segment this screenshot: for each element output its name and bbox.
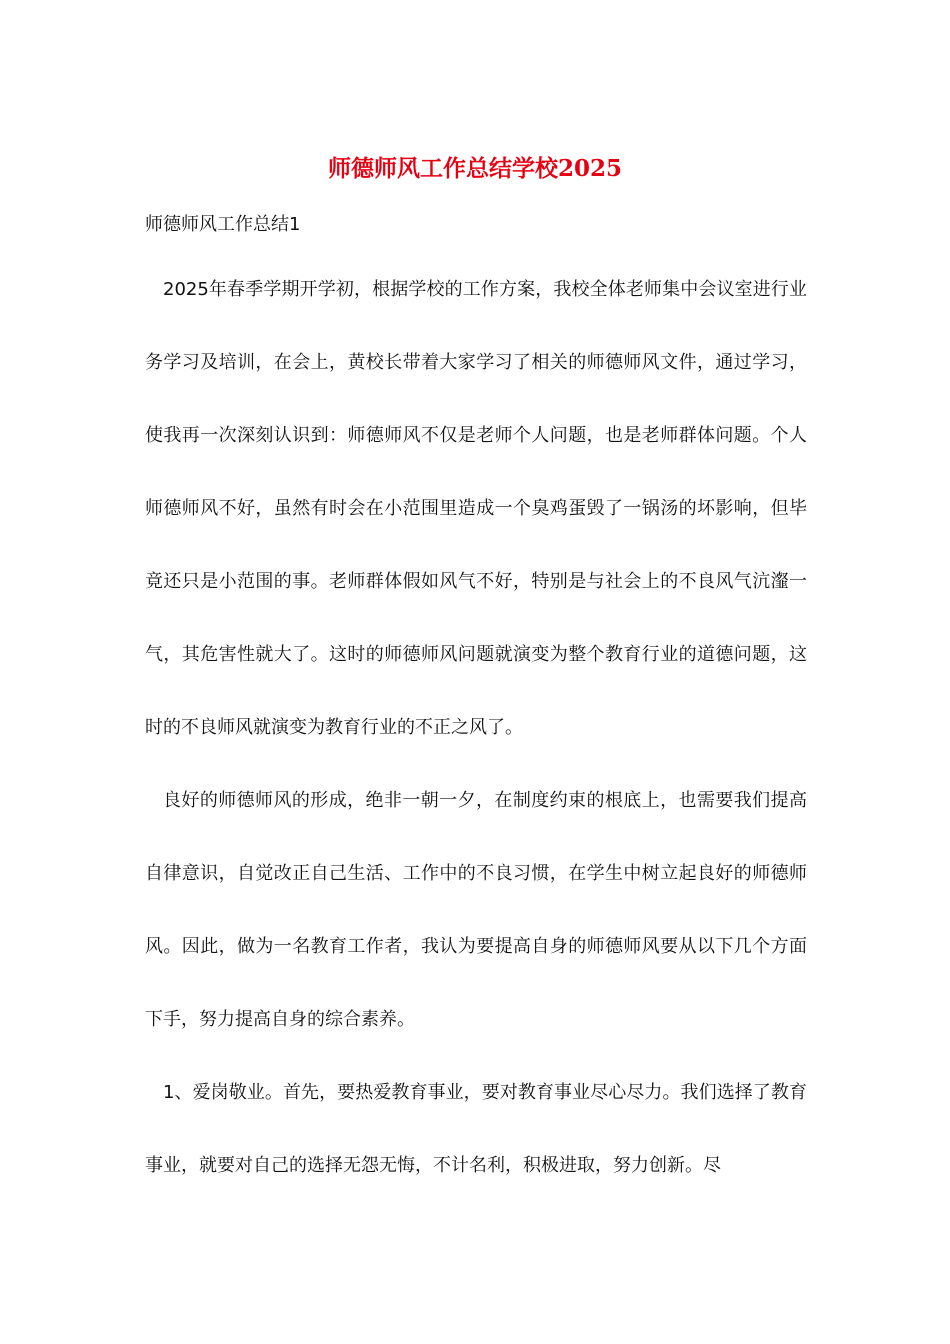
paragraph-1: 2025年春季学期开学初，根据学校的工作方案，我校全体老师集中会议室进行业务学习及培训，在会上，黄校长带着大家学习了相关的师德师风文件，通过学习，使我再一次深刻认识到：师德师风不仅是老师个人问题，也是老师群体问题。个人师德师风不好，虽然有时会在小范围里造成一个臭鸡蛋毁了一锅汤的坏影响，但毕竟还只是小范围的事。老师群体假如风气不好，特别是与社会上的不良风气沆瀣一气，其危害性就大了。这时的师德师风问题就演变为整个教育行业的道德问题，这时的不良师风就演变为教育行业的不正之风了。 xyxy=(145,279,807,738)
paragraph-2: 良好的师德师风的形成，绝非一朝一夕，在制度约束的根底上，也需要我们提高自律意识，自觉改正自己生活、工作中的不良习惯，在学生中树立起良好的师德师风。因此，做为一名教育工作者，我认为要提高自身的师德师风要从以下几个方面下手，努力提高自身的综合素养。 xyxy=(145,790,807,1030)
document-title: 师德师风工作总结学校2025 xyxy=(327,155,622,182)
document-body xyxy=(145,253,807,1202)
section-subtitle: 师德师风工作总结1 xyxy=(145,214,301,235)
paragraph-3: 1、爱岗敬业。首先，要热爱教育事业，要对教育事业尽心尽力。我们选择了教育事业，就要对自己的选择无怨无悔，不计名利，积极进取，努力创新。尽 xyxy=(145,1082,807,1176)
